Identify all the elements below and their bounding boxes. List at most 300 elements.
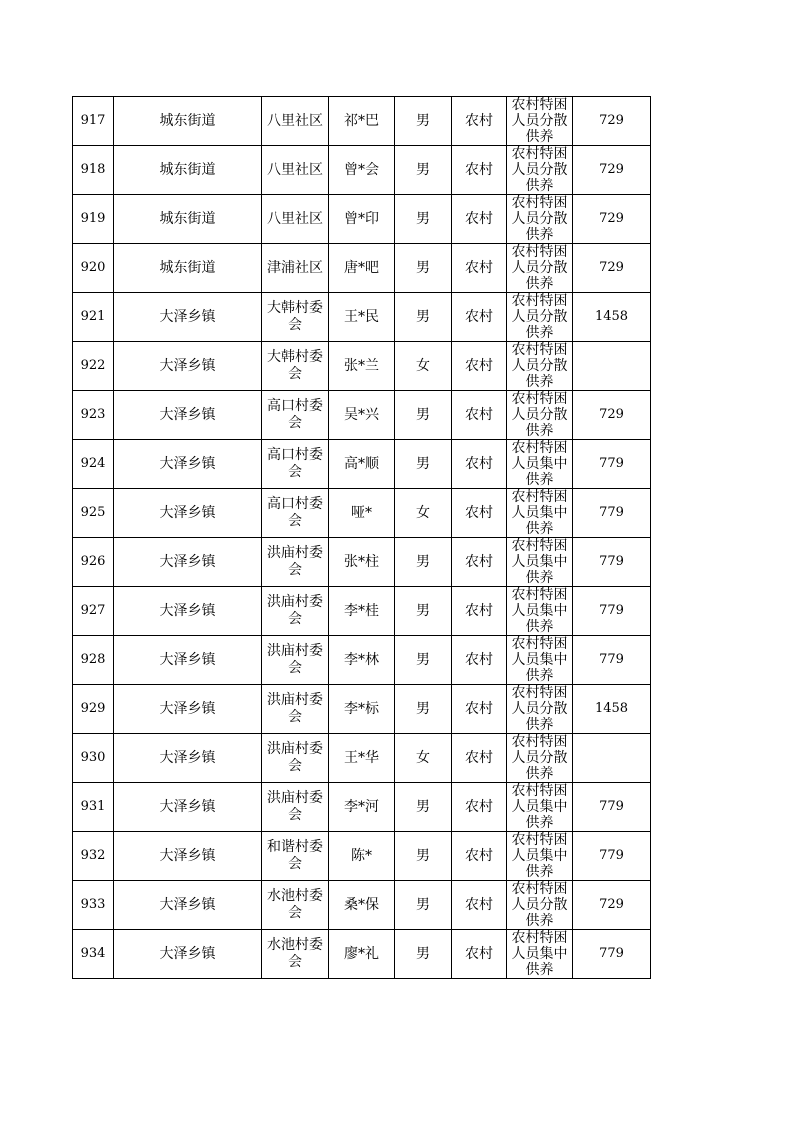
cell-village [262, 930, 329, 979]
cell-area [452, 636, 507, 685]
cell-area-text: 农村 [465, 456, 493, 472]
cell-gender-text: 男 [416, 652, 430, 668]
cell-town [114, 489, 262, 538]
cell-village-text: 洪庙村委会 [267, 790, 323, 823]
table-row [73, 440, 651, 489]
cell-village-text: 大韩村委会 [267, 300, 323, 333]
cell-area-text: 农村 [465, 358, 493, 374]
cell-gender [395, 930, 452, 979]
cell-amount-text: 1458 [594, 701, 629, 716]
cell-village-text: 和谐村委会 [267, 839, 323, 872]
table-row [73, 734, 651, 783]
cell-category-text: 农村特困人员集中供养 [511, 783, 568, 831]
cell-town-text: 大泽乡镇 [159, 897, 216, 913]
cell-area [452, 685, 507, 734]
cell-id [73, 391, 114, 440]
cell-village-text: 洪庙村委会 [267, 643, 323, 676]
cell-area [452, 440, 507, 489]
cell-village [262, 587, 329, 636]
cell-category-text: 农村特困人员分散供养 [511, 97, 568, 145]
cell-name [329, 342, 395, 391]
cell-amount-text: 779 [599, 848, 624, 863]
cell-village-text: 八里社区 [267, 210, 323, 227]
cell-area [452, 832, 507, 881]
cell-amount [573, 538, 651, 587]
cell-gender [395, 440, 452, 489]
cell-town [114, 244, 262, 293]
cell-amount-text: 729 [599, 897, 624, 912]
cell-town [114, 97, 262, 146]
cell-town-text: 大泽乡镇 [159, 652, 216, 668]
cell-gender [395, 783, 452, 832]
cell-amount [573, 440, 651, 489]
cell-id-text: 924 [80, 456, 106, 471]
cell-town [114, 146, 262, 195]
cell-area-text: 农村 [465, 505, 493, 521]
cell-village-text: 八里社区 [267, 161, 323, 178]
cell-village [262, 832, 329, 881]
cell-gender-text: 男 [416, 701, 430, 717]
cell-id-text: 926 [80, 554, 106, 569]
cell-category-text: 农村特困人员集中供养 [511, 440, 568, 488]
cell-amount-text: 729 [599, 211, 624, 226]
cell-village-text: 八里社区 [267, 112, 323, 129]
cell-area-text: 农村 [465, 750, 493, 766]
cell-name-text: 唐*吧 [344, 260, 379, 276]
cell-name [329, 391, 395, 440]
cell-id [73, 930, 114, 979]
cell-id [73, 440, 114, 489]
cell-category [507, 195, 573, 244]
cell-id-text: 931 [80, 799, 106, 814]
cell-name-text: 李*标 [344, 701, 379, 717]
cell-amount [573, 97, 651, 146]
cell-gender-text: 女 [416, 750, 430, 766]
cell-amount-text: 779 [599, 799, 624, 814]
cell-village [262, 734, 329, 783]
table-row [73, 538, 651, 587]
cell-town [114, 391, 262, 440]
table-row [73, 391, 651, 440]
cell-category-text: 农村特困人员集中供养 [511, 587, 568, 635]
cell-village-text: 水池村委会 [267, 937, 323, 970]
cell-village-text: 高口村委会 [267, 496, 323, 529]
cell-category [507, 391, 573, 440]
cell-gender-text: 男 [416, 456, 430, 472]
table-row [73, 636, 651, 685]
cell-gender [395, 489, 452, 538]
cell-amount [573, 293, 651, 342]
cell-village [262, 195, 329, 244]
cell-amount-text: 779 [599, 505, 624, 520]
cell-town-text: 大泽乡镇 [159, 358, 216, 374]
cell-id-text: 928 [80, 652, 106, 667]
cell-id [73, 636, 114, 685]
cell-gender [395, 538, 452, 587]
cell-category [507, 489, 573, 538]
cell-name-text: 高*顺 [344, 456, 379, 472]
cell-id [73, 783, 114, 832]
cell-town-text: 大泽乡镇 [159, 701, 216, 717]
cell-id-text: 934 [80, 946, 106, 961]
cell-amount [573, 195, 651, 244]
cell-id [73, 342, 114, 391]
cell-area-text: 农村 [465, 554, 493, 570]
cell-area [452, 538, 507, 587]
cell-id [73, 244, 114, 293]
cell-village [262, 881, 329, 930]
cell-category-text: 农村特困人员集中供养 [511, 930, 568, 978]
cell-area [452, 293, 507, 342]
cell-gender-text: 男 [416, 309, 430, 325]
cell-village [262, 783, 329, 832]
cell-category [507, 538, 573, 587]
cell-name-text: 陈* [351, 848, 372, 864]
cell-area-text: 农村 [465, 848, 493, 864]
cell-category [507, 244, 573, 293]
cell-area [452, 391, 507, 440]
cell-gender [395, 832, 452, 881]
cell-area [452, 146, 507, 195]
cell-gender-text: 男 [416, 603, 430, 619]
cell-town [114, 195, 262, 244]
cell-gender-text: 男 [416, 260, 430, 276]
table-row [73, 489, 651, 538]
cell-area-text: 农村 [465, 652, 493, 668]
cell-gender-text: 男 [416, 554, 430, 570]
cell-name-text: 祁*巴 [344, 113, 379, 129]
cell-area [452, 244, 507, 293]
cell-id-text: 922 [80, 358, 106, 373]
cell-town [114, 538, 262, 587]
cell-name [329, 930, 395, 979]
cell-name [329, 440, 395, 489]
cell-gender-text: 男 [416, 946, 430, 962]
cell-area [452, 881, 507, 930]
cell-village [262, 97, 329, 146]
cell-name-text: 王*华 [344, 750, 379, 766]
cell-category [507, 440, 573, 489]
cell-village [262, 538, 329, 587]
records-table-body [73, 97, 651, 979]
cell-amount-text: 779 [599, 456, 624, 471]
cell-gender [395, 195, 452, 244]
cell-name [329, 195, 395, 244]
cell-category-text: 农村特困人员分散供养 [511, 342, 568, 390]
cell-village-text: 高口村委会 [267, 398, 323, 431]
table-row [73, 146, 651, 195]
cell-amount [573, 783, 651, 832]
cell-area-text: 农村 [465, 309, 493, 325]
cell-gender-text: 男 [416, 799, 430, 815]
table-row [73, 244, 651, 293]
cell-category-text: 农村特困人员分散供养 [511, 293, 568, 341]
cell-category [507, 881, 573, 930]
cell-id [73, 489, 114, 538]
cell-gender-text: 男 [416, 848, 430, 864]
table-row [73, 293, 651, 342]
cell-id-text: 933 [80, 897, 106, 912]
cell-id-text: 932 [80, 848, 106, 863]
cell-name [329, 832, 395, 881]
cell-village [262, 489, 329, 538]
cell-amount [573, 881, 651, 930]
cell-id [73, 685, 114, 734]
cell-area [452, 783, 507, 832]
cell-name-text: 哑* [351, 505, 372, 521]
cell-name [329, 538, 395, 587]
table-row [73, 195, 651, 244]
cell-amount [573, 587, 651, 636]
cell-category-text: 农村特困人员集中供养 [511, 832, 568, 880]
cell-amount [573, 342, 651, 391]
cell-amount-text: 729 [599, 113, 624, 128]
cell-area-text: 农村 [465, 211, 493, 227]
cell-amount-text: 729 [599, 162, 624, 177]
cell-id [73, 538, 114, 587]
cell-category-text: 农村特困人员分散供养 [511, 685, 568, 733]
cell-town-text: 大泽乡镇 [159, 309, 216, 325]
cell-town [114, 930, 262, 979]
cell-town [114, 440, 262, 489]
cell-town [114, 881, 262, 930]
cell-id [73, 832, 114, 881]
cell-area [452, 342, 507, 391]
cell-area [452, 930, 507, 979]
cell-id-text: 923 [80, 407, 106, 422]
cell-amount-text: 1458 [594, 309, 629, 324]
cell-village-text: 洪庙村委会 [267, 692, 323, 725]
cell-town [114, 734, 262, 783]
cell-name [329, 97, 395, 146]
cell-category [507, 685, 573, 734]
cell-name [329, 881, 395, 930]
cell-amount [573, 832, 651, 881]
cell-village [262, 636, 329, 685]
cell-gender [395, 244, 452, 293]
cell-town-text: 大泽乡镇 [159, 848, 216, 864]
cell-town [114, 293, 262, 342]
cell-gender [395, 734, 452, 783]
cell-name-text: 王*民 [344, 309, 379, 325]
cell-name [329, 146, 395, 195]
cell-category [507, 636, 573, 685]
cell-amount [573, 244, 651, 293]
cell-id [73, 881, 114, 930]
cell-area-text: 农村 [465, 897, 493, 913]
cell-gender [395, 391, 452, 440]
cell-area-text: 农村 [465, 946, 493, 962]
cell-area-text: 农村 [465, 603, 493, 619]
cell-village [262, 342, 329, 391]
cell-name-text: 桑*保 [344, 897, 379, 913]
cell-id [73, 734, 114, 783]
cell-area [452, 587, 507, 636]
cell-gender [395, 146, 452, 195]
cell-town-text: 大泽乡镇 [159, 505, 216, 521]
cell-village-text: 大韩村委会 [267, 349, 323, 382]
cell-name [329, 734, 395, 783]
cell-village-text: 洪庙村委会 [267, 594, 323, 627]
cell-village-text: 洪庙村委会 [267, 545, 323, 578]
cell-village [262, 146, 329, 195]
cell-amount [573, 146, 651, 195]
records-table [72, 96, 651, 979]
cell-town-text: 大泽乡镇 [159, 554, 216, 570]
cell-area-text: 农村 [465, 799, 493, 815]
cell-id-text: 927 [80, 603, 106, 618]
cell-category [507, 832, 573, 881]
cell-gender-text: 男 [416, 211, 430, 227]
cell-amount [573, 489, 651, 538]
cell-village [262, 391, 329, 440]
cell-category-text: 农村特困人员分散供养 [511, 391, 568, 439]
cell-amount-text: 729 [599, 407, 624, 422]
table-row [73, 97, 651, 146]
cell-name-text: 李*桂 [344, 603, 379, 619]
cell-village-text: 水池村委会 [267, 888, 323, 921]
cell-area-text: 农村 [465, 260, 493, 276]
cell-amount-text: 779 [599, 946, 624, 961]
cell-area [452, 195, 507, 244]
cell-gender-text: 女 [416, 358, 430, 374]
cell-gender [395, 685, 452, 734]
cell-category [507, 342, 573, 391]
cell-id [73, 146, 114, 195]
cell-amount-text: 779 [599, 554, 624, 569]
cell-amount [573, 391, 651, 440]
cell-category [507, 734, 573, 783]
cell-town [114, 783, 262, 832]
cell-village-text: 津浦社区 [267, 259, 323, 276]
cell-amount [573, 930, 651, 979]
cell-id-text: 918 [80, 162, 106, 177]
cell-town-text: 大泽乡镇 [159, 603, 216, 619]
cell-id-text: 925 [80, 505, 106, 520]
cell-area-text: 农村 [465, 113, 493, 129]
cell-id-text: 921 [80, 309, 106, 324]
cell-gender [395, 97, 452, 146]
cell-town-text: 大泽乡镇 [159, 946, 216, 962]
cell-town-text: 大泽乡镇 [159, 456, 216, 472]
cell-id-text: 917 [80, 113, 106, 128]
cell-gender [395, 293, 452, 342]
cell-id-text: 930 [80, 750, 106, 765]
cell-name-text: 张*柱 [344, 554, 379, 570]
cell-area [452, 734, 507, 783]
cell-category-text: 农村特困人员集中供养 [511, 636, 568, 684]
cell-area [452, 97, 507, 146]
cell-category-text: 农村特困人员集中供养 [511, 489, 568, 537]
cell-area-text: 农村 [465, 701, 493, 717]
cell-name-text: 李*林 [344, 652, 379, 668]
cell-area-text: 农村 [465, 407, 493, 423]
table-row [73, 832, 651, 881]
cell-town [114, 636, 262, 685]
cell-gender-text: 男 [416, 162, 430, 178]
cell-town [114, 342, 262, 391]
cell-id [73, 195, 114, 244]
cell-id-text: 919 [80, 211, 106, 226]
cell-gender-text: 男 [416, 113, 430, 129]
cell-town-text: 城东街道 [159, 113, 216, 129]
cell-id [73, 97, 114, 146]
cell-amount-text: 729 [599, 260, 624, 275]
cell-town-text: 城东街道 [159, 260, 216, 276]
cell-category [507, 930, 573, 979]
cell-name-text: 张*兰 [344, 358, 379, 374]
cell-id-text: 929 [80, 701, 106, 716]
cell-gender-text: 男 [416, 897, 430, 913]
cell-town-text: 大泽乡镇 [159, 407, 216, 423]
cell-name [329, 489, 395, 538]
cell-village [262, 244, 329, 293]
cell-village [262, 293, 329, 342]
cell-town [114, 685, 262, 734]
cell-town [114, 832, 262, 881]
cell-gender-text: 女 [416, 505, 430, 521]
cell-gender [395, 342, 452, 391]
cell-name [329, 783, 395, 832]
cell-name-text: 曾*印 [344, 211, 379, 227]
cell-gender-text: 男 [416, 407, 430, 423]
cell-id-text: 920 [80, 260, 106, 275]
cell-gender [395, 881, 452, 930]
cell-town-text: 城东街道 [159, 211, 216, 227]
cell-amount-text: 779 [599, 652, 624, 667]
cell-area-text: 农村 [465, 162, 493, 178]
cell-name [329, 587, 395, 636]
cell-category-text: 农村特困人员分散供养 [511, 734, 568, 782]
cell-town-text: 城东街道 [159, 162, 216, 178]
table-row [73, 881, 651, 930]
cell-village [262, 685, 329, 734]
cell-name-text: 曾*会 [344, 162, 379, 178]
cell-category-text: 农村特困人员分散供养 [511, 195, 568, 243]
cell-name [329, 636, 395, 685]
cell-amount [573, 734, 651, 783]
cell-gender [395, 587, 452, 636]
cell-name [329, 244, 395, 293]
cell-town-text: 大泽乡镇 [159, 750, 216, 766]
table-row [73, 685, 651, 734]
cell-village-text: 高口村委会 [267, 447, 323, 480]
cell-amount-text: 779 [599, 603, 624, 618]
cell-category-text: 农村特困人员分散供养 [511, 244, 568, 292]
cell-category [507, 146, 573, 195]
cell-name [329, 293, 395, 342]
table-row [73, 587, 651, 636]
cell-amount [573, 636, 651, 685]
table-row [73, 930, 651, 979]
cell-name-text: 廖*礼 [344, 946, 379, 962]
cell-category [507, 783, 573, 832]
cell-category-text: 农村特困人员集中供养 [511, 538, 568, 586]
cell-town-text: 大泽乡镇 [159, 799, 216, 815]
cell-category [507, 587, 573, 636]
cell-category-text: 农村特困人员分散供养 [511, 146, 568, 194]
cell-town [114, 587, 262, 636]
cell-village-text: 洪庙村委会 [267, 741, 323, 774]
cell-category-text: 农村特困人员分散供养 [511, 881, 568, 929]
cell-name [329, 685, 395, 734]
cell-category [507, 293, 573, 342]
table-row [73, 342, 651, 391]
cell-gender [395, 636, 452, 685]
cell-village [262, 440, 329, 489]
cell-amount [573, 685, 651, 734]
cell-name-text: 李*河 [344, 799, 379, 815]
